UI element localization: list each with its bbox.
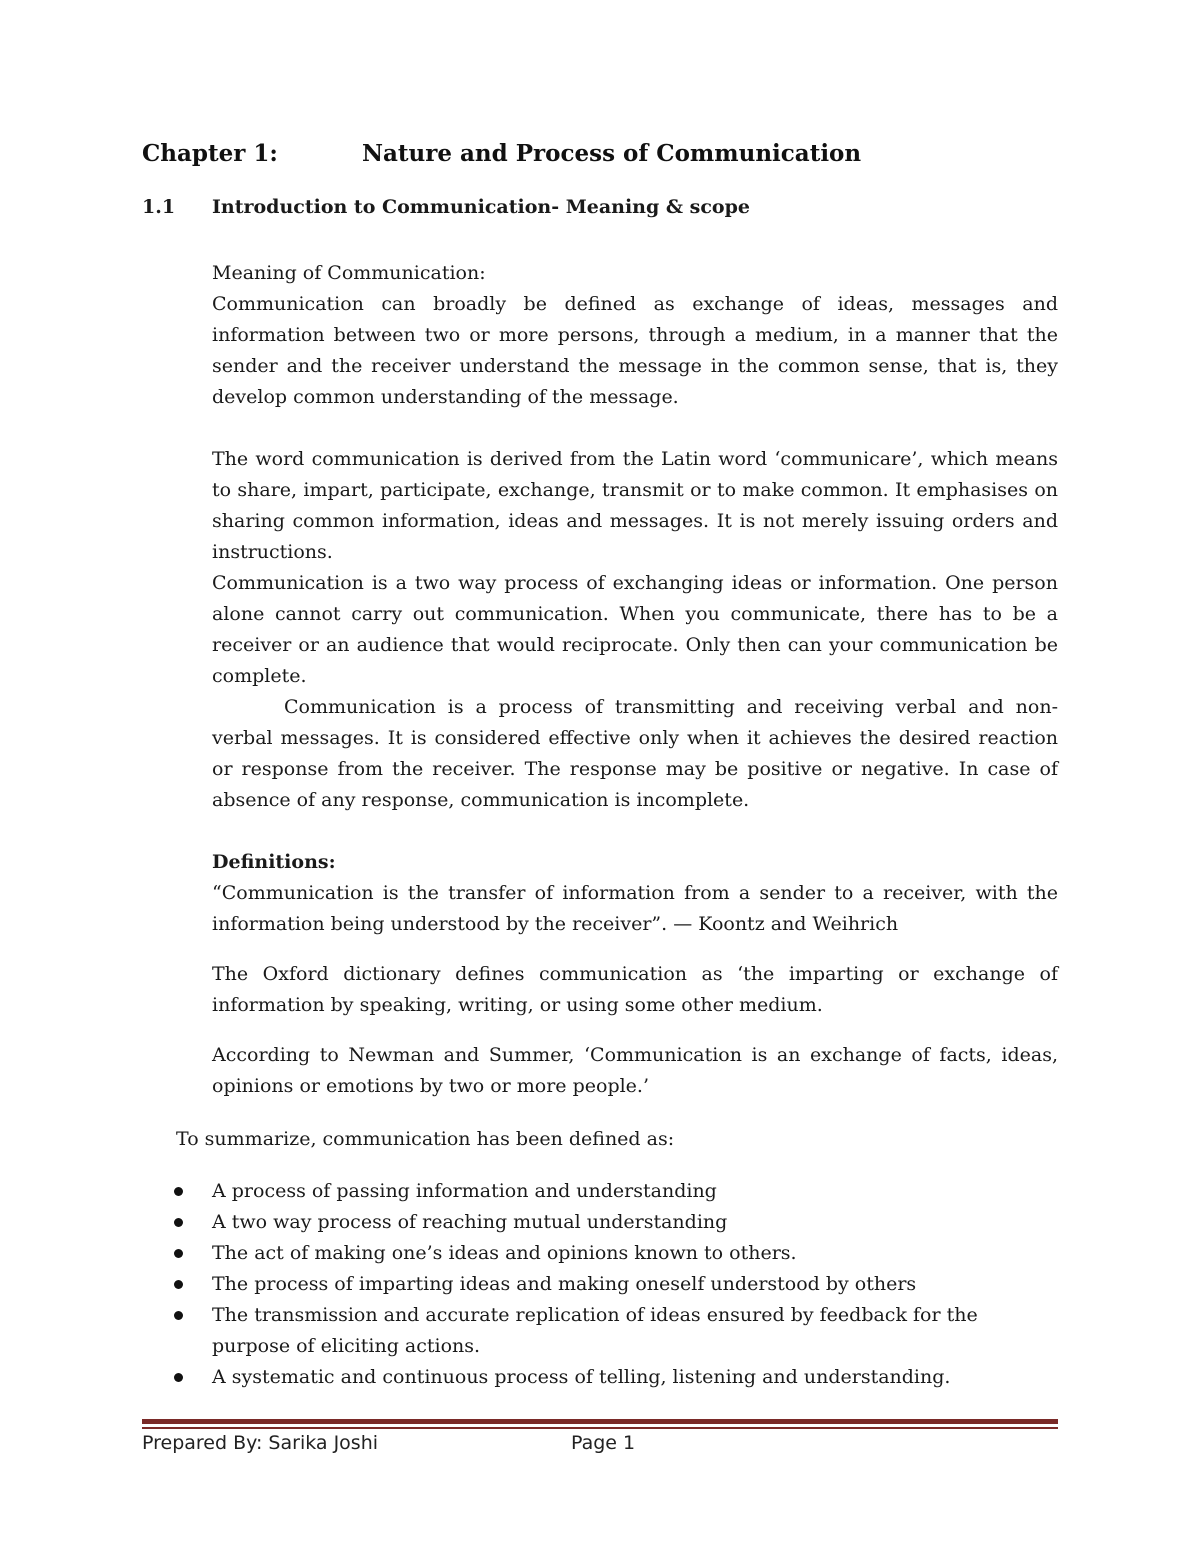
list-item: A two way process of reaching mutual understanding bbox=[212, 1207, 1058, 1238]
chapter-number: Chapter 1: bbox=[142, 140, 278, 167]
bullet-icon bbox=[174, 1249, 183, 1258]
list-item: A process of passing information and understanding bbox=[212, 1176, 1058, 1207]
footer-author: Prepared By: Sarika Joshi bbox=[142, 1432, 379, 1454]
bullet-icon bbox=[174, 1311, 183, 1320]
definition-3: According to Newman and Summer, ‘Communication is an exchange of facts, ideas, opinions or emotions by two or more people.’ bbox=[212, 1044, 1058, 1097]
meaning-paragraph-1: Communication can broadly be defined as exchange of ideas, messages and information between two or more persons, through a medium, in a manner that the sender and the receiver understand the message in the common sense, that is, they develop common understanding of the message. bbox=[212, 293, 1058, 408]
list-item: The transmission and accurate replication of ideas ensured by feedback for the purpose of eliciting actions. bbox=[212, 1300, 1058, 1362]
section-title: Introduction to Communication- Meaning & scope bbox=[212, 196, 750, 218]
summary-list bbox=[212, 1176, 1058, 1393]
list-item: The process of imparting ideas and making oneself understood by others bbox=[212, 1269, 1058, 1300]
list-item: The act of making one’s ideas and opinions known to others. bbox=[212, 1238, 1058, 1269]
bullet-icon bbox=[174, 1373, 183, 1382]
definition-2: The Oxford dictionary defines communication as ‘the imparting or exchange of information by speaking, writing, or using some other medium. bbox=[212, 963, 1058, 1016]
definitions-heading: Definitions: bbox=[212, 851, 336, 873]
footer-divider-thick bbox=[142, 1419, 1058, 1424]
meaning-heading: Meaning of Communication: bbox=[212, 262, 486, 284]
bullet-icon bbox=[174, 1280, 183, 1289]
summary-intro: To summarize, communication has been defined as: bbox=[176, 1128, 675, 1150]
body-text bbox=[212, 258, 1058, 1102]
section-heading bbox=[142, 196, 750, 218]
definition-1: “Communication is the transfer of information from a sender to a receiver, with the information being understood by the receiver”. — Koontz and Weihrich bbox=[212, 882, 1058, 935]
footer-divider-thin bbox=[142, 1427, 1058, 1429]
chapter-heading bbox=[142, 140, 861, 167]
list-item: A systematic and continuous process of telling, listening and understanding. bbox=[212, 1362, 1058, 1393]
bullet-icon bbox=[174, 1187, 183, 1196]
chapter-title: Nature and Process of Communication bbox=[362, 140, 862, 167]
bullet-icon bbox=[174, 1218, 183, 1227]
section-number: 1.1 bbox=[142, 196, 176, 218]
footer-page-number: Page 1 bbox=[571, 1432, 636, 1454]
meaning-paragraph-3: Communication is a two way process of exchanging ideas or information. One person alone cannot carry out communication. When you communicate, there has to be a receiver or an audience that would reciprocate. Only then can your communication be complete. bbox=[212, 572, 1058, 687]
meaning-paragraph-2: The word communication is derived from the Latin word ‘communicare’, which means to share, impart, participate, exchange, transmit or to make common. It emphasises on sharing common information, ideas and messages. It is not merely issuing orders and instructions. bbox=[212, 448, 1058, 563]
meaning-paragraph-4: Communication is a process of transmitting and receiving verbal and non-verbal messages. It is considered effective only when it achieves the desired reaction or response from the receiver. The response may be positive or negative. In case of absence of any response, communication is incomplete. bbox=[212, 696, 1058, 811]
